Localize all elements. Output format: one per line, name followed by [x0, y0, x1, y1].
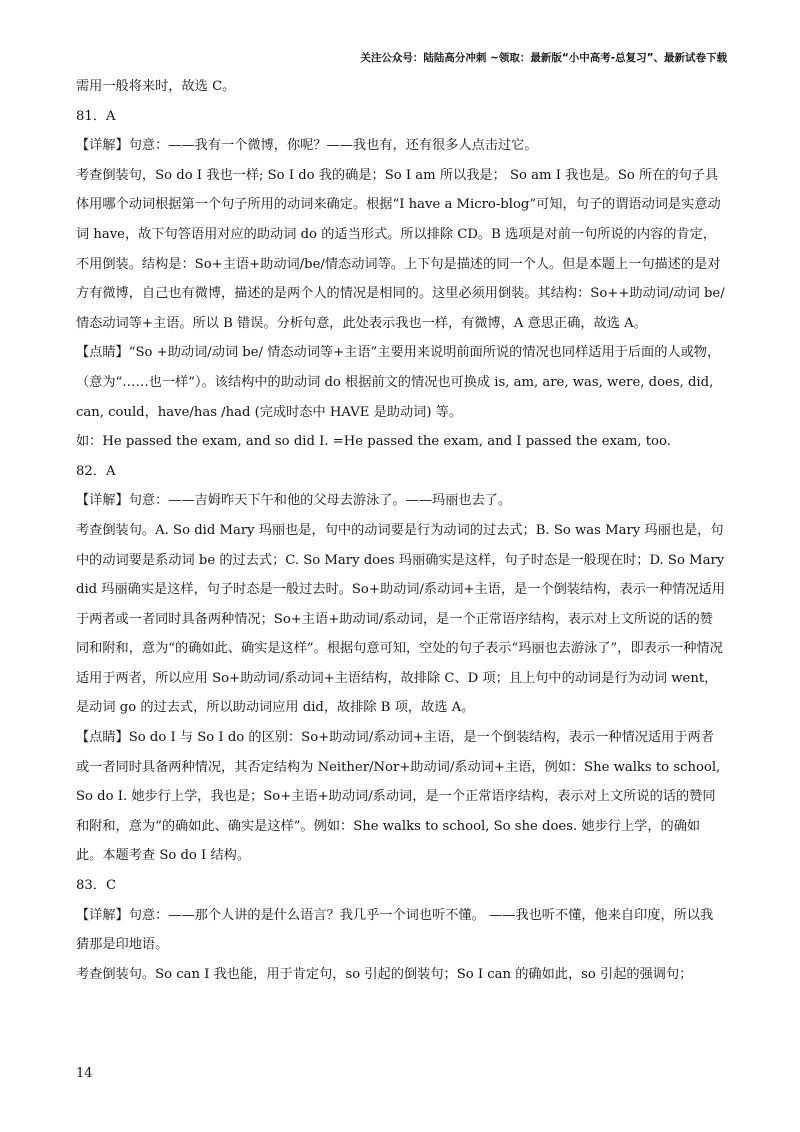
question-number: 81．A: [76, 108, 116, 124]
detail-paragraph: 【详解】句意：——那个人讲的是什么语言？我几乎一个词也听不懂。 ——我也听不懂，他来自印度，所以我猜那是印地语。: [76, 907, 714, 953]
paragraph: 考查倒装句。A. So did Mary 玛丽也是，句中的动词要是行为动词的过去式；B. So was Mary 玛丽也是，句中的动词要是系动词 be 的过去式；C. So Mary does 玛丽确实是这样，句子时态是一般现在时；D. So Mary did 玛丽确实是这样，句子时态是一般过去时。So+助动词/系动词+主语，是一个倒装结构，表示一种情况适用于两者或一者同时具备两种情况；So+主语+助动词/系动词，是一个正常语序结构，表示对上文所说的话的赞同和附和，意为“的确如此、确实是这样”。根据句意可知，空处的句子表示“玛丽也去游泳了”，即表示一种情况适用于两者，所以应用 So+助动词/系动词+主语结构，故排除 C、D 项；且上句中的动词是行为动词 went，是动词 go 的过去式，所以助动词应用 did，故排除 B 项，故选 A。: [76, 522, 726, 716]
page-number: 14: [76, 1066, 93, 1081]
question-number: 83．C: [76, 878, 117, 894]
paragraph: 需用一般将来时，故选 C。: [76, 79, 236, 94]
question-number: 82．A: [76, 463, 116, 479]
example-paragraph: 如：He passed the exam, and so did I. =He passed the exam, and I passed the exam, too.: [76, 434, 671, 450]
page-header-notice: 关注公众号：陆陆高分冲刺 ~领取：最新版“小中高考-总复习”、最新试卷下载: [360, 52, 727, 64]
detail-paragraph: 【详解】句意：——吉姆昨天下午和他的父母去游泳了。——玛丽也去了。: [76, 493, 512, 509]
tip-paragraph: 【点睛】So do I 与 So I do 的区别：So+助动词/系动词+主语，是一个倒装结构，表示一种情况适用于两者或一者同时具备两种情况，其否定结构为 Neither/Nor+助动词/系动词+主语，例如：She walks to school, So do I. 她步行上学，我也是；So+主语+助动词/系动词，是一个正常语序结构，表示对上文所说的话的赞同和附和，意为“的确如此、确实是这样”。例如：She walks to school, So she does. 她步行上学，的确如此。本题考查 So do I 结构。: [76, 730, 721, 864]
tip-paragraph: 【点睛】“So +助动词/动词 be/ 情态动词等+主语”主要用来说明前面所说的情况也同样适用于后面的人或物，（意为“……也一样”）。该结构中的助动词 do 根据前文的情况也可换成 is, am, are, was, were, does, did, can, could，have/has /had (完成时态中 HAVE 是助动词) 等。: [76, 345, 721, 420]
paragraph: 考查倒装句，So do I 我也一样; So I do 我的确是；So I am 所以我是； So am I 我也是。So 所在的句子具体用哪个动词根据第一个句子所用的动词来确定。根据“I have a Micro-blog”可知，句子的谓语动词是实意动词 have，故下句答语用对应的助动词 do 的适当形式。所以排除 CD。B 选项是对前一句所说的内容的肯定，不用倒装。结构是：So+主语+助动词/be/情态动词等。上下句是描述的同一个人。但是本题上一句描述的是对方有微博，自己也有微博，描述的是两个人的情况是相同的。这里必须用倒装。其结构：So++助动词/动词 be/ 情态动词等+主语。所以 B 错误。分析句意，此处表示我也一样，有微博，A 意思正确，故选 A。: [76, 167, 725, 331]
detail-paragraph: 【详解】句意：——我有一个微博，你呢？——我也有，还有很多人点击过它。: [76, 138, 538, 154]
paragraph: 考查倒装句。So can I 我也能，用于肯定句，so 引起的倒装句；So I can 的确如此，so 引起的强调句；: [76, 966, 693, 982]
document-body: [76, 72, 726, 989]
